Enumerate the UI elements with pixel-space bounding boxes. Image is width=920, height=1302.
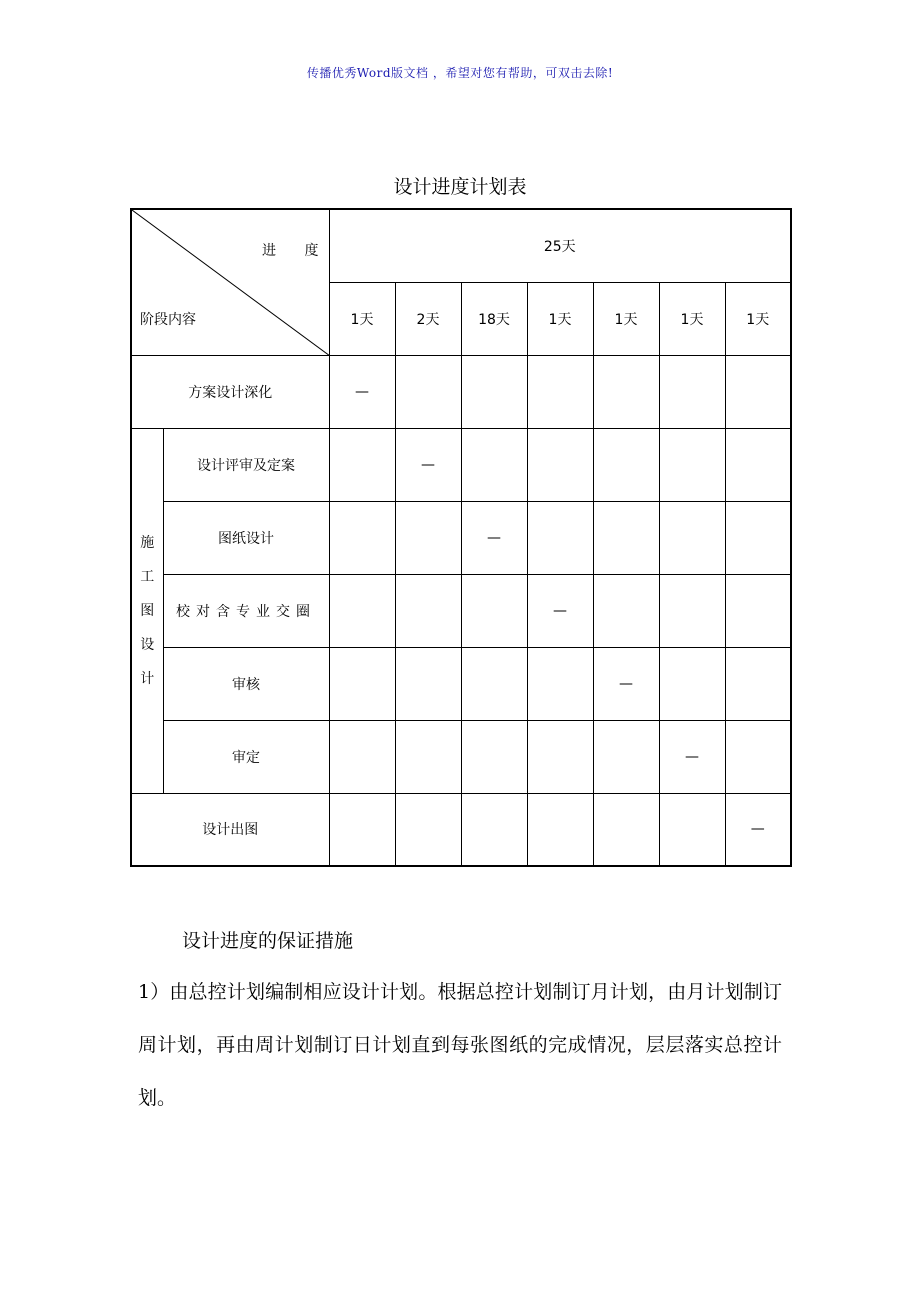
header-note: 传播优秀Word版文档 ，希望对您有帮助，可双击去除! xyxy=(306,66,614,80)
diagonal-line xyxy=(132,210,330,356)
schedule-mark: — xyxy=(659,720,725,793)
corner-label-progress: 进 度 xyxy=(262,243,331,259)
day-header-4: 1天 xyxy=(527,282,593,355)
row-label-review: 设计评审及定案 xyxy=(163,428,329,501)
table-row xyxy=(131,720,791,793)
total-duration-header: 25天 xyxy=(329,209,791,282)
day-header-6: 1天 xyxy=(659,282,725,355)
day-header-7: 1天 xyxy=(725,282,791,355)
body-paragraph: 1）由总控计划编制相应设计计划。根据总控计划制订月计划，由月计划制订周计划，再由周计划制订日计划直到每张图纸的完成情况，层层落实总控计划。 xyxy=(138,981,782,1109)
section-heading: 设计进度的保证措施 xyxy=(182,930,354,952)
schedule-mark: — xyxy=(527,574,593,647)
row-group-construction-drawing: 施 工 图 设 计 xyxy=(131,428,163,793)
schedule-mark: — xyxy=(395,428,461,501)
table-row xyxy=(131,793,791,866)
corner-label-stage: 阶段内容 xyxy=(140,311,196,328)
row-label-output: 设计出图 xyxy=(131,793,329,866)
table-row xyxy=(131,501,791,574)
day-header-5: 1天 xyxy=(593,282,659,355)
schedule-mark: — xyxy=(725,793,791,866)
table-row xyxy=(131,574,791,647)
table-row xyxy=(131,428,791,501)
row-label-scheme: 方案设计深化 xyxy=(131,355,329,428)
day-header-3: 18天 xyxy=(461,282,527,355)
schedule-mark: — xyxy=(461,501,527,574)
row-label-check: 校对含专业交圈 xyxy=(163,574,329,647)
row-label-drawing: 图纸设计 xyxy=(163,501,329,574)
day-header-2: 2天 xyxy=(395,282,461,355)
day-header-1: 1天 xyxy=(329,282,395,355)
schedule-mark: — xyxy=(329,355,395,428)
schedule-table xyxy=(130,208,792,867)
schedule-mark: — xyxy=(593,647,659,720)
table-row xyxy=(131,647,791,720)
page-title: 设计进度计划表 xyxy=(393,176,527,198)
table-row xyxy=(131,355,791,428)
row-label-approve: 审定 xyxy=(163,720,329,793)
table-corner-cell xyxy=(131,209,329,355)
row-label-audit: 审核 xyxy=(163,647,329,720)
